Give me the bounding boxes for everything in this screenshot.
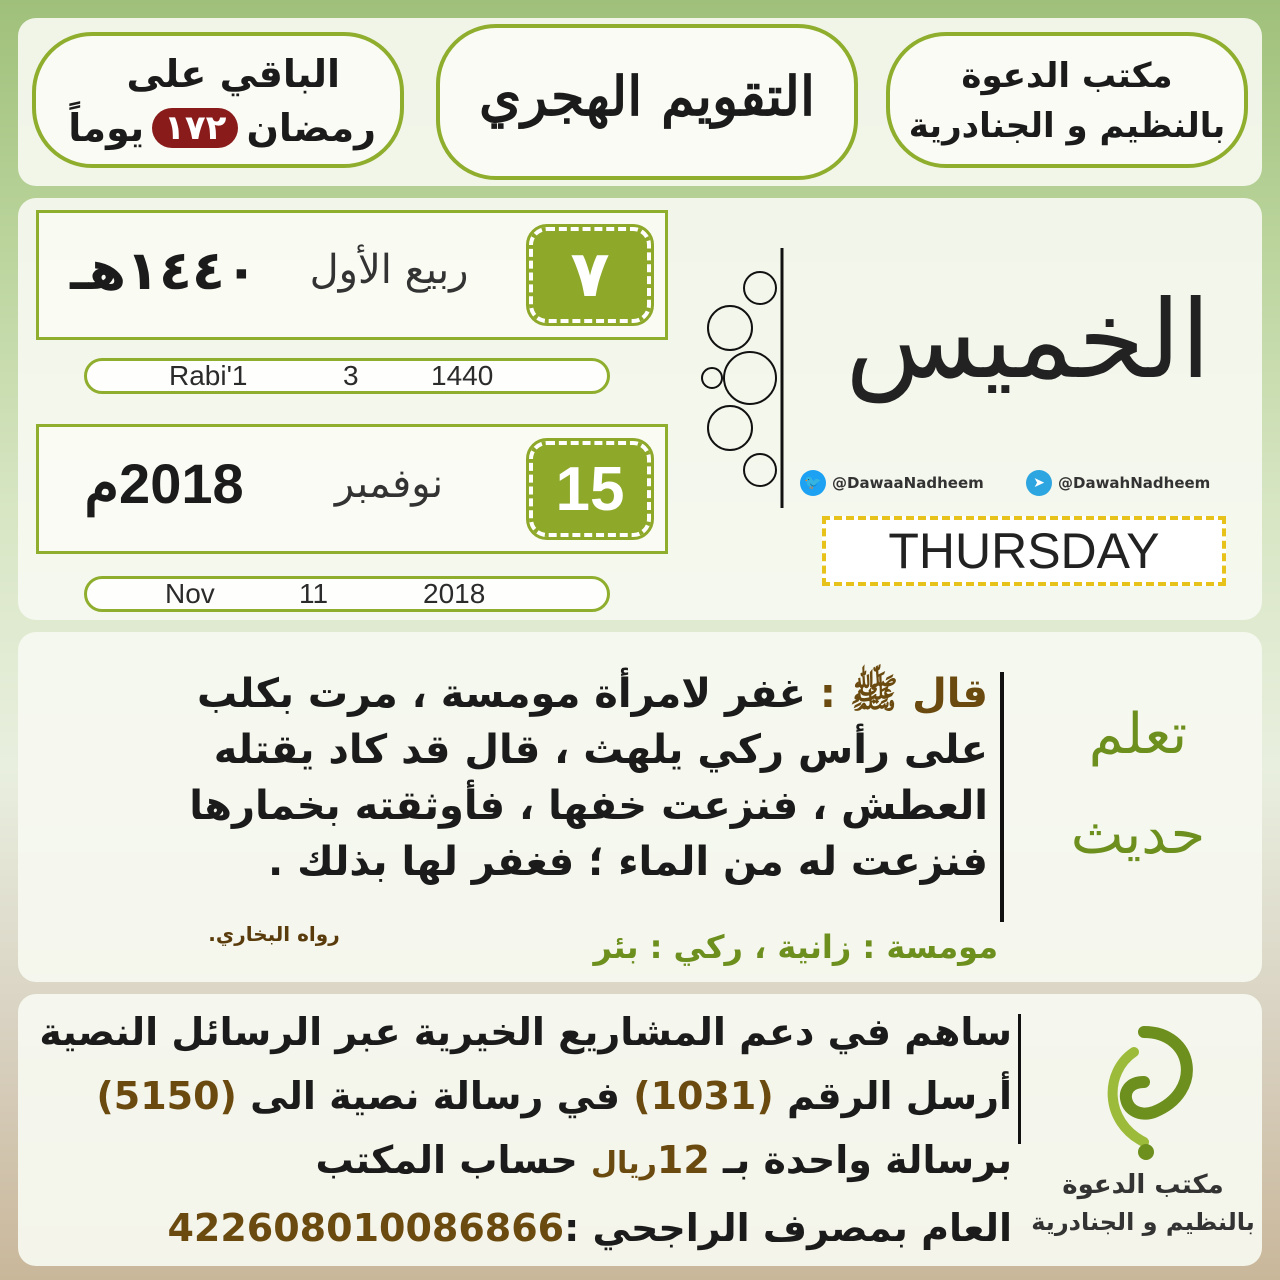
- twitter-icon: 🐦: [800, 470, 826, 496]
- hadith-panel: [18, 632, 1262, 982]
- hadith-line-2: على رأس ركي يلهث ، قال قد كاد يقتله: [213, 727, 988, 773]
- logo-mark: [1084, 1022, 1204, 1162]
- hijri-latin-pill: [84, 358, 610, 394]
- hadith-line-3: العطش ، فنزعت خفها ، فأوثقته بخمارها: [189, 783, 988, 829]
- hadith-side-line2: حديث: [1070, 802, 1206, 867]
- date-panel: [18, 198, 1262, 620]
- hadith-text: [32, 666, 988, 890]
- title-pill: [436, 24, 858, 180]
- price-currency: ريال: [591, 1146, 657, 1181]
- hijri-latin-month: Rabi'1: [169, 360, 248, 391]
- ornament-divider: [690, 238, 800, 518]
- logo-line2: بالنظيم و الجنادرية: [1031, 1208, 1255, 1236]
- donation-line-3: برسالة واحدة بـ 12ريال حساب المكتب: [315, 1138, 1012, 1182]
- remaining-days-pill: [32, 32, 404, 168]
- donation-panel: [18, 994, 1262, 1266]
- remaining-suffix: يوماً: [68, 106, 145, 150]
- hijri-year: ١٤٤٠هـ: [70, 239, 258, 302]
- office-name-line2: بالنظيم و الجنادرية: [908, 106, 1226, 146]
- hadith-glossary: مومسة : زانية ، ركي : بئر: [593, 928, 998, 966]
- office-name-line1: مكتب الدعوة: [961, 56, 1173, 96]
- donation-divider: [1018, 1014, 1021, 1144]
- hadith-line-4: فنزعت له من الماء ؛ فغفر لها بذلك .: [268, 839, 988, 885]
- remaining-label: الباقي على: [126, 52, 340, 96]
- gregorian-latin-year: 2018: [423, 578, 486, 609]
- remaining-prefix: رمضان: [246, 106, 376, 150]
- donation-line-2: أرسل الرقم (1031) في رسالة نصية الى (5150): [96, 1074, 1012, 1118]
- logo: [1030, 1014, 1256, 1254]
- donation-text: [28, 1000, 1012, 1260]
- sms-number: (5150): [96, 1074, 237, 1118]
- sms-code: (1031): [633, 1074, 774, 1118]
- header-panel: [18, 18, 1262, 186]
- gregorian-date-box: [36, 424, 668, 554]
- hadith-intro: قال ﷺ :: [819, 671, 988, 717]
- hadith-source: رواه البخاري.: [208, 922, 340, 946]
- hijri-month: ربيع الأول: [309, 247, 469, 293]
- gregorian-year: 2018م: [84, 452, 244, 515]
- gregorian-latin-day: 11: [299, 578, 329, 609]
- donation-line-1: ساهم في دعم المشاريع الخيرية عبر الرسائل النصية: [39, 1010, 1012, 1054]
- weekday-english-box: [822, 516, 1226, 586]
- weekday-arabic: الخميس: [845, 278, 1211, 403]
- price-amount: 12: [656, 1138, 710, 1182]
- telegram-handle[interactable]: ➤ @DawahNadheem: [1026, 470, 1210, 496]
- weekday-english: THURSDAY: [888, 523, 1160, 579]
- hadith-side-line1: تعلم: [1088, 702, 1188, 767]
- remaining-line: [68, 106, 376, 150]
- office-pill: [886, 32, 1248, 168]
- hadith-divider: [1000, 672, 1004, 922]
- donation-line-4: العام بمصرف الراجحي :422608010086866: [167, 1206, 1012, 1250]
- hadith-line-1: قال ﷺ : غفر لامرأة مومسة ، مرت بكلب: [197, 671, 988, 717]
- remaining-count-badge: ١٧٢: [152, 108, 238, 148]
- twitter-handle[interactable]: 🐦 @DawaaNadheem: [800, 470, 984, 496]
- gregorian-day-badge: 15: [529, 441, 651, 537]
- telegram-icon: ➤: [1026, 470, 1052, 496]
- hijri-date-box: [36, 210, 668, 340]
- hijri-latin-year: 1440: [431, 360, 494, 391]
- hijri-day-badge: ٧: [529, 227, 651, 323]
- logo-line1: مكتب الدعوة: [1062, 1170, 1224, 1200]
- page-title: التقويم الهجري: [479, 64, 815, 128]
- hijri-latin-day: 3: [343, 360, 359, 391]
- gregorian-latin-month: Nov: [165, 578, 215, 609]
- bank-account-number: 422608010086866: [167, 1206, 565, 1250]
- gregorian-latin-pill: [84, 576, 610, 612]
- gregorian-month: نوفمبر: [334, 461, 444, 507]
